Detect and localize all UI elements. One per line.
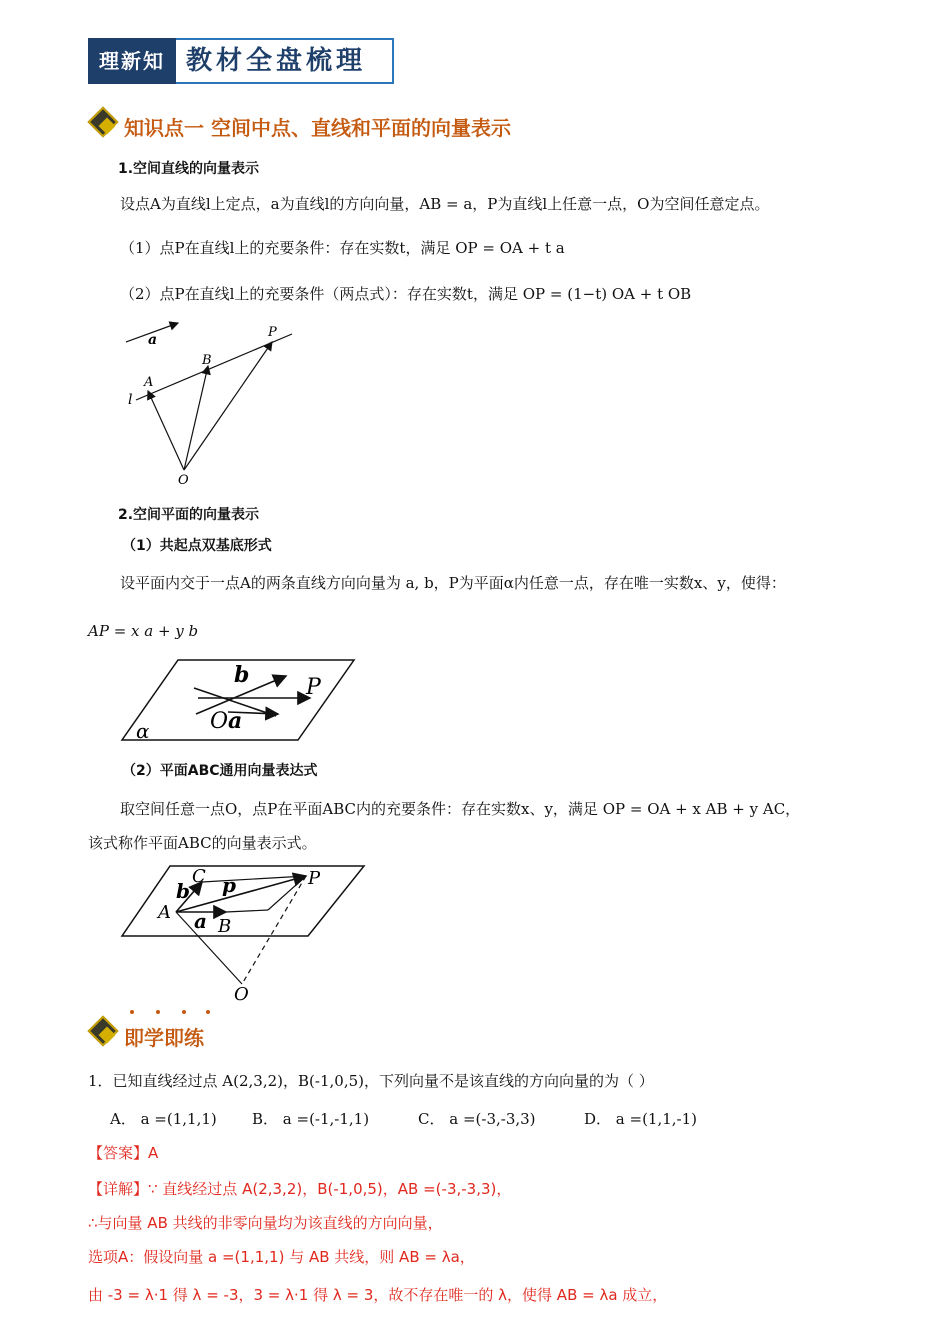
emphasis-dot	[130, 1010, 134, 1014]
fig3-label-p: P	[308, 868, 321, 889]
line-vector-figure	[118, 318, 308, 490]
header-tag: 理新知	[88, 38, 176, 84]
option-d: D． a =(1,1,-1)	[584, 1110, 698, 1128]
header-title: 教材全盘梳理	[186, 46, 367, 76]
fig1-label-b: B	[202, 353, 212, 368]
explanation-4: 由 -3 = λ·1 得 λ = -3，3 = λ·1 得 λ = 3，故不存在唯一的 λ，使得 AB = λa 成立，	[88, 1286, 668, 1304]
emphasis-dot	[182, 1010, 186, 1014]
fig2-label-o: O	[210, 709, 229, 734]
fig3-label-b-point: B	[218, 916, 232, 937]
section2-title: 即学即练	[124, 1026, 204, 1050]
fig2-label-alpha: α	[136, 719, 150, 743]
plane-basis-figure	[118, 654, 360, 746]
subheading-dual-basis: （1）共起点双基底形式	[122, 538, 272, 554]
fig3-label-a-point: A	[158, 902, 171, 923]
explanation-3: 选项A：假设向量 a =(1,1,1) 与 AB 共线，则 AB = λa，	[88, 1248, 475, 1266]
line-condition-2: （2）点P在直线l上的充要条件（两点式）：存在实数t，满足 OP = (1−t) OA + t OB	[120, 285, 692, 303]
subheading-abc: （2）平面ABC通用向量表达式	[122, 763, 318, 779]
explanation-2: ∴与向量 AB 共线的非零向量均为该直线的方向向量，	[88, 1214, 443, 1232]
fig3-label-pvec: p	[222, 873, 236, 897]
fig1-label-p: P	[268, 325, 277, 340]
answer: 【答案】A	[88, 1144, 159, 1162]
question-1: 1．已知直线经过点 A(2,3,2)，B(-1,0,5)，下列向量不是该直线的方向向量的为（ ）	[88, 1072, 654, 1090]
fig3-label-c: C	[192, 866, 206, 887]
explanation-1: 【详解】∵ 直线经过点 A(2,3,2)，B(-1,0,5)，AB =(-3,-3,3)，	[88, 1180, 512, 1198]
section1-title: 知识点一 空间中点、直线和平面的向量表示	[124, 116, 511, 140]
line-definition: 设点A为直线l上定点，a为直线l的方向向量，AB = a，P为直线l上任意一点，O为空间任意定点。	[120, 195, 770, 213]
fig1-label-A: A	[144, 375, 154, 390]
fig2-label-p: P	[306, 675, 321, 700]
emphasis-dot	[206, 1010, 210, 1014]
line-condition-1: （1）点P在直线l上的充要条件：存在实数t，满足 OP = OA + t a	[120, 239, 565, 257]
fig3-label-a: a	[194, 909, 207, 933]
fig1-label-l: l	[128, 392, 133, 408]
option-b: B． a =(-1,-1,1)	[252, 1110, 370, 1128]
fig2-label-b: b	[234, 662, 250, 688]
fig1-label-a: a	[148, 332, 158, 348]
abc-definition: 取空间任意一点O，点P在平面ABC内的充要条件：存在实数x、y，满足 OP = OA + x AB + y AC，	[120, 800, 801, 818]
subheading-line: 1.空间直线的向量表示	[118, 161, 260, 177]
fig2-label-a: a	[228, 708, 243, 734]
fig1-label-o: O	[178, 473, 189, 488]
subheading-plane: 2.空间平面的向量表示	[118, 507, 260, 523]
plane-definition: 设平面内交于一点A的两条直线方向向量为 a, b，P为平面α内任意一点，存在唯一实数x、y，使得：	[120, 574, 786, 592]
plane-abc-figure	[118, 862, 368, 1004]
emphasis-dot	[156, 1010, 160, 1014]
fig3-label-b: b	[176, 879, 190, 903]
fig3-label-o: O	[234, 984, 249, 1004]
abc-definition-2: 该式称作平面ABC的向量表示式。	[88, 834, 317, 852]
option-a: A． a =(1,1,1)	[110, 1110, 217, 1128]
plane-equation: AP = x a + y b	[88, 622, 199, 640]
option-c: C． a =(-3,-3,3)	[418, 1110, 536, 1128]
